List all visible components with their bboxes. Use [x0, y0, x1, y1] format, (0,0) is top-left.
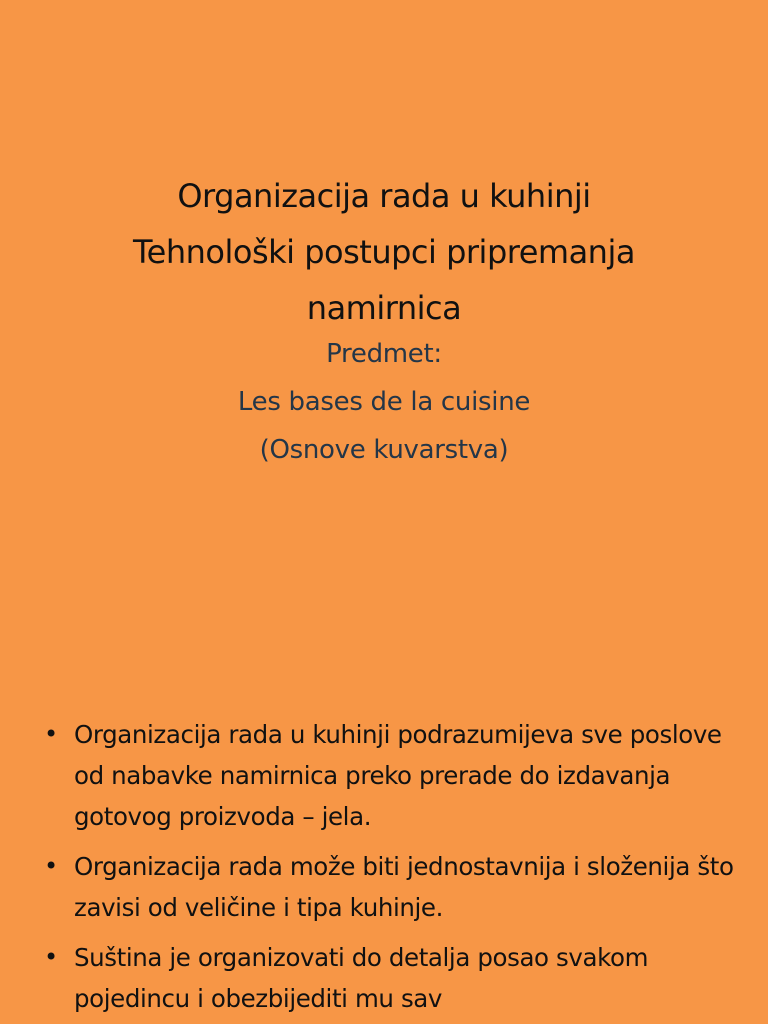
slide-title [40, 168, 728, 336]
title-line: namirnica [306, 289, 462, 327]
bullet-text: Organizacija rada može biti jednostavnija i složenija što zavisi od veličine i tipa kuhinje. [74, 852, 734, 922]
bullet-item [40, 714, 740, 837]
bullet-item [40, 937, 740, 1019]
bullet-dot-icon: • [44, 852, 58, 880]
title-line: Tehnološki postupci pripremanja [133, 233, 635, 271]
bullet-text: Organizacija rada u kuhinji podrazumijeva sve poslove od nabavke namirnica preko prerade do izdavanja gotovog proizvoda – jela. [74, 720, 722, 831]
slide-subtitle [40, 330, 728, 474]
bullet-dot-icon: • [44, 943, 58, 971]
bullet-list [40, 714, 740, 1024]
title-line: Organizacija rada u kuhinji [177, 177, 591, 215]
content-slide [0, 692, 768, 1024]
bullet-item [40, 846, 740, 928]
bullet-text: Suština je organizovati do detalja posao svakom pojedincu i obezbijediti mu sav [74, 943, 649, 1013]
subtitle-line: (Osnove kuvarstva) [259, 435, 509, 465]
subtitle-line: Predmet: [326, 339, 442, 369]
bullet-dot-icon: • [44, 720, 58, 748]
subtitle-line: Les bases de la cuisine [237, 387, 531, 417]
